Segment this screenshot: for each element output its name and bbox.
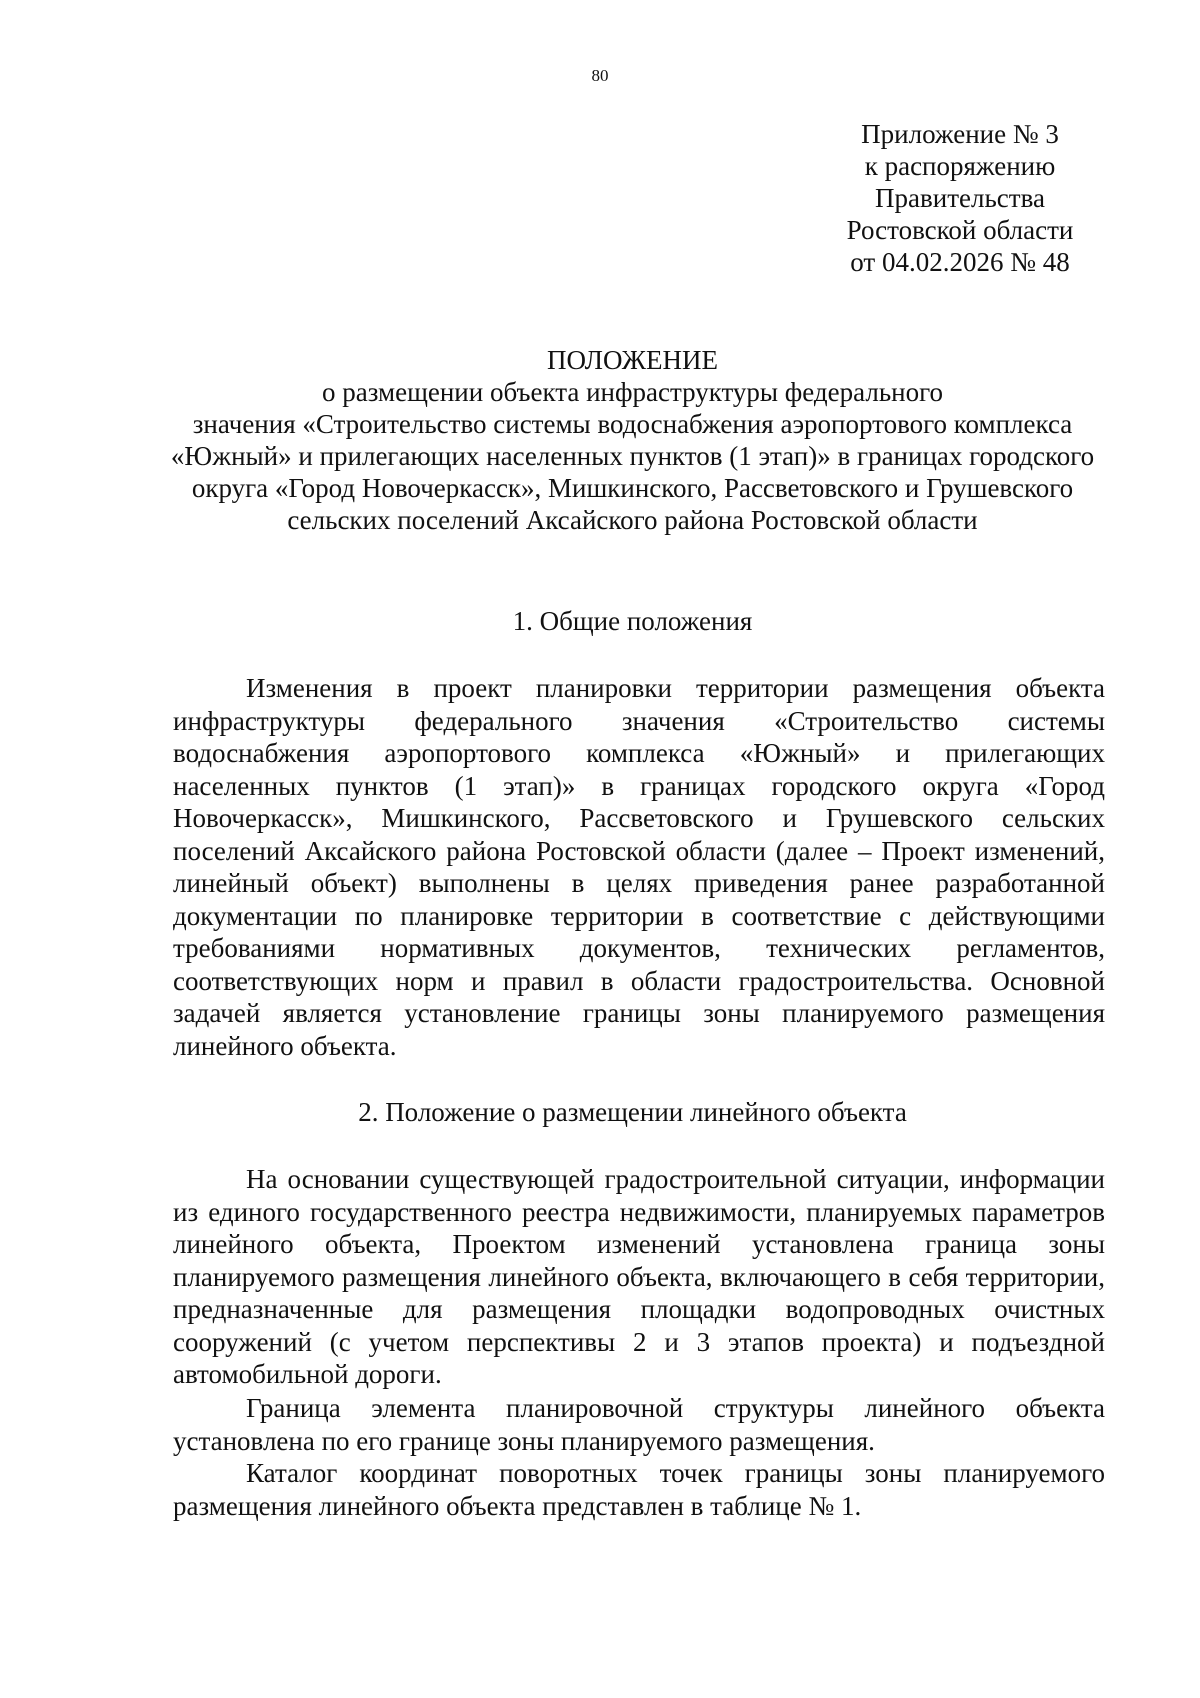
title-line: значения «Строительство системы водоснабжения аэропортового комплекса [192, 409, 1073, 439]
title-line: «Южный» и прилегающих населенных пунктов (1 этап)» в границах городского [170, 441, 1095, 471]
appendix-line: Правительства [875, 183, 1045, 213]
appendix-line: к распоряжению [864, 151, 1056, 181]
appendix-block [820, 118, 1100, 278]
appendix-line: Ростовской области [846, 215, 1074, 245]
title-heading: ПОЛОЖЕНИЕ [547, 345, 718, 375]
section-2-paragraph-3: Каталог координат поворотных точек границы зоны планируемого размещения линейного объекта представлен в таблице № 1. [173, 1458, 1105, 1521]
section-1-paragraph: Изменения в проект планировки территории размещения объекта инфраструктуры федерального значения «Строительство системы водоснабжения аэропортового комплекса «Южный» и прилегающих населенных пунктов (1 этап)» в границах городского округа «Город Новочеркасск», Мишкинского, Рассветовского и Грушевского сельских поселений Аксайского района Ростовской области (далее – Проект изменений, линейный объект) выполнены в целях приведения ранее разработанной документации по планировке территории в соответствие с действующими требованиями нормативных документов, технических регламентов, соответствующих норм и правил в области градостроительства. Основной задачей является установление границы зоны планируемого размещения линейного объекта. [173, 673, 1105, 1061]
title-line: сельских поселений Аксайского района Ростовской области [287, 505, 978, 535]
page-number: 80 [591, 66, 609, 85]
document-title [160, 344, 1105, 536]
appendix-line: Приложение № 3 [861, 119, 1059, 149]
appendix-line: от 04.02.2026 № 48 [850, 247, 1070, 277]
title-line: о размещении объекта инфраструктуры федерального [321, 377, 944, 407]
section-2-heading: 2. Положение о размещении линейного объекта [358, 1097, 907, 1127]
section-2-paragraph-2: Граница элемента планировочной структуры линейного объекта установлена по его границе зоны планируемого размещения. [173, 1393, 1105, 1456]
title-line: округа «Город Новочеркасск», Мишкинского, Рассветовского и Грушевского [191, 473, 1074, 503]
section-1-heading: 1. Общие положения [512, 606, 753, 636]
section-2-paragraph-1: На основании существующей градостроительной ситуации, информации из единого государственного реестра недвижимости, планируемых параметров линейного объекта, Проектом изменений установлена граница зоны планируемого размещения линейного объекта, включающего в себя территории, предназначенные для размещения площадки водопроводных очистных сооружений (с учетом перспективы 2 и 3 этапов проекта) и подъездной автомобильной дороги. [173, 1164, 1105, 1389]
